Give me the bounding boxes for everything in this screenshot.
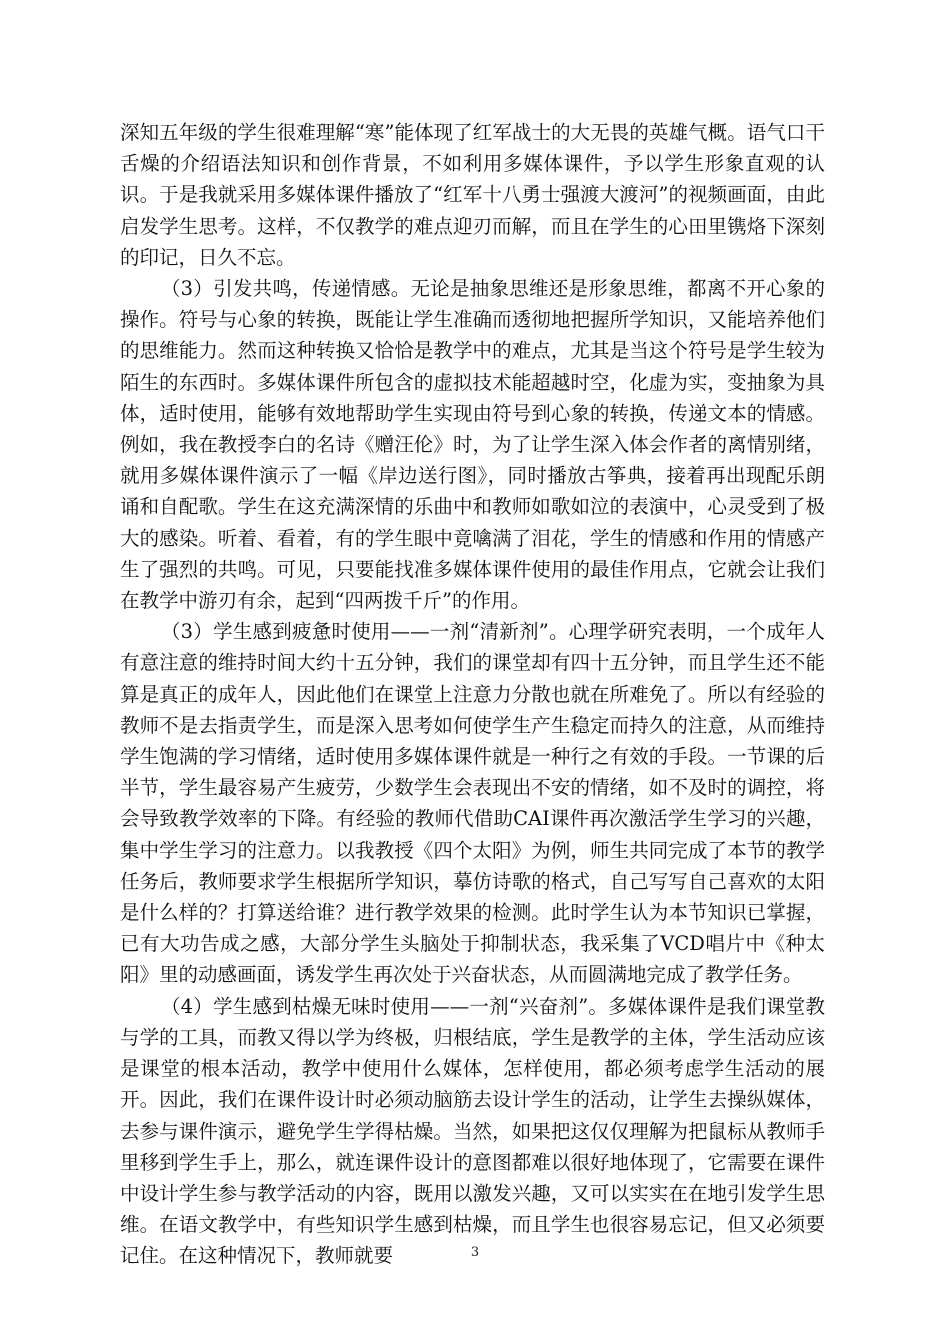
paragraph-resonance: （3）引发共鸣，传递情感。无论是抽象思维还是形象思维，都离不开心象的操作。符号与心象的转换，既能让学生准确而透彻地把握所学知识，又能培养他们的思维能力。然而这种转换又恰恰是教学中的难点，尤其是当这个符号是学生较为陌生的东西时。多媒体课件所包含的虚拟技术能超越时空，化虚为实，变抽象为具体，适时使用，能够有效地帮助学生实现由符号到心象的转换，传递文本的情感。例如，我在教授李白的名诗《赠汪伦》时，为了让学生深入体会作者的离情别绪，就用多媒体课件演示了一幅《岸边送行图》，同时播放古筝典，接着再出现配乐朗诵和自配歌。学生在这充满深情的乐曲中和教师如歌如泣的表演中，心灵受到了极大的感染。听着、看着，有的学生眼中竟噙满了泪花，学生的情感和作用的情感产生了强烈的共鸣。可见，只要能找准多媒体课件使用的最佳作用点，它就会让我们在教学中游刃有余，起到“四两拨千斤”的作用。 [120,277,825,613]
paragraph-boredom: （4）学生感到枯燥无味时使用——一剂“兴奋剂”。多媒体课件是我们课堂教与学的工具，而教又得以学为终极，归根结底，学生是教学的主体，学生活动应该是课堂的根本活动，教学中使用什么媒体，怎样使用，都必须考虑学生活动的展开。因此，我们在课件设计时必须动脑筋去设计学生的活动，让学生去操纵媒体，去参与课件演示，避免学生学得枯燥。当然，如果把这仅仅理解为把鼠标从教师手里移到学生手上，那么，就连课件设计的意图都难以很好地体现了，它需要在课件中设计学生参与教学活动的内容，既用以激发兴趣，又可以实实在在地引发学生思维。在语文教学中，有些知识学生感到枯燥，而且学生也很容易忘记，但又必须要记住。在这种情况下，教师就要 [120,994,825,1268]
paragraph-continuation: 深知五年级的学生很难理解“寒”能体现了红军战士的大无畏的英雄气概。语气口干舌燥的介绍语法知识和创作背景，不如利用多媒体课件，予以学生形象直观的认识。于是我就采用多媒体课件播放了“红军十八勇士强渡大渡河”的视频画面，由此启发学生思考。这样，不仅教学的难点迎刃而解，而且在学生的心田里镌烙下深刻的印记，日久不忘。 [120,121,825,269]
paragraph-fatigue: （3）学生感到疲惫时使用——一剂“清新剂”。心理学研究表明，一个成年人有意注意的维持时间大约十五分钟，我们的课堂却有四十五分钟，而且学生还不能算是真正的成年人，因此他们在课堂上注意力分散也就在所难免了。所以有经验的教师不是去指责学生，而是深入思考如何使学生产生稳定而持久的注意，从而维持学生饱满的学习情绪，适时使用多媒体课件就是一种行之有效的手段。一节课的后半节，学生最容易产生疲劳，少数学生会表现出不安的情绪，如不及时的调控，将会导致教学效率的下降。有经验的教师代借助CAI课件再次激活学生学习的兴趣，集中学生学习的注意力。以我教授《四个太阳》为例，师生共同完成了本节的教学任务后，教师要求学生根据所学知识，摹仿诗歌的格式，自己写写自己喜欢的太阳是什么样的？打算送给谁？进行教学效果的检测。此时学生认为本节知识已掌握，已有大功告成之感，大部分学生头脑处于抑制状态，我采集了VCD唱片中《种太阳》里的动感画面，诱发学生再次处于兴奋状态，从而圆满地完成了教学任务。 [120,620,825,987]
body-text [120,117,825,1272]
page-number: 3 [470,1245,480,1260]
